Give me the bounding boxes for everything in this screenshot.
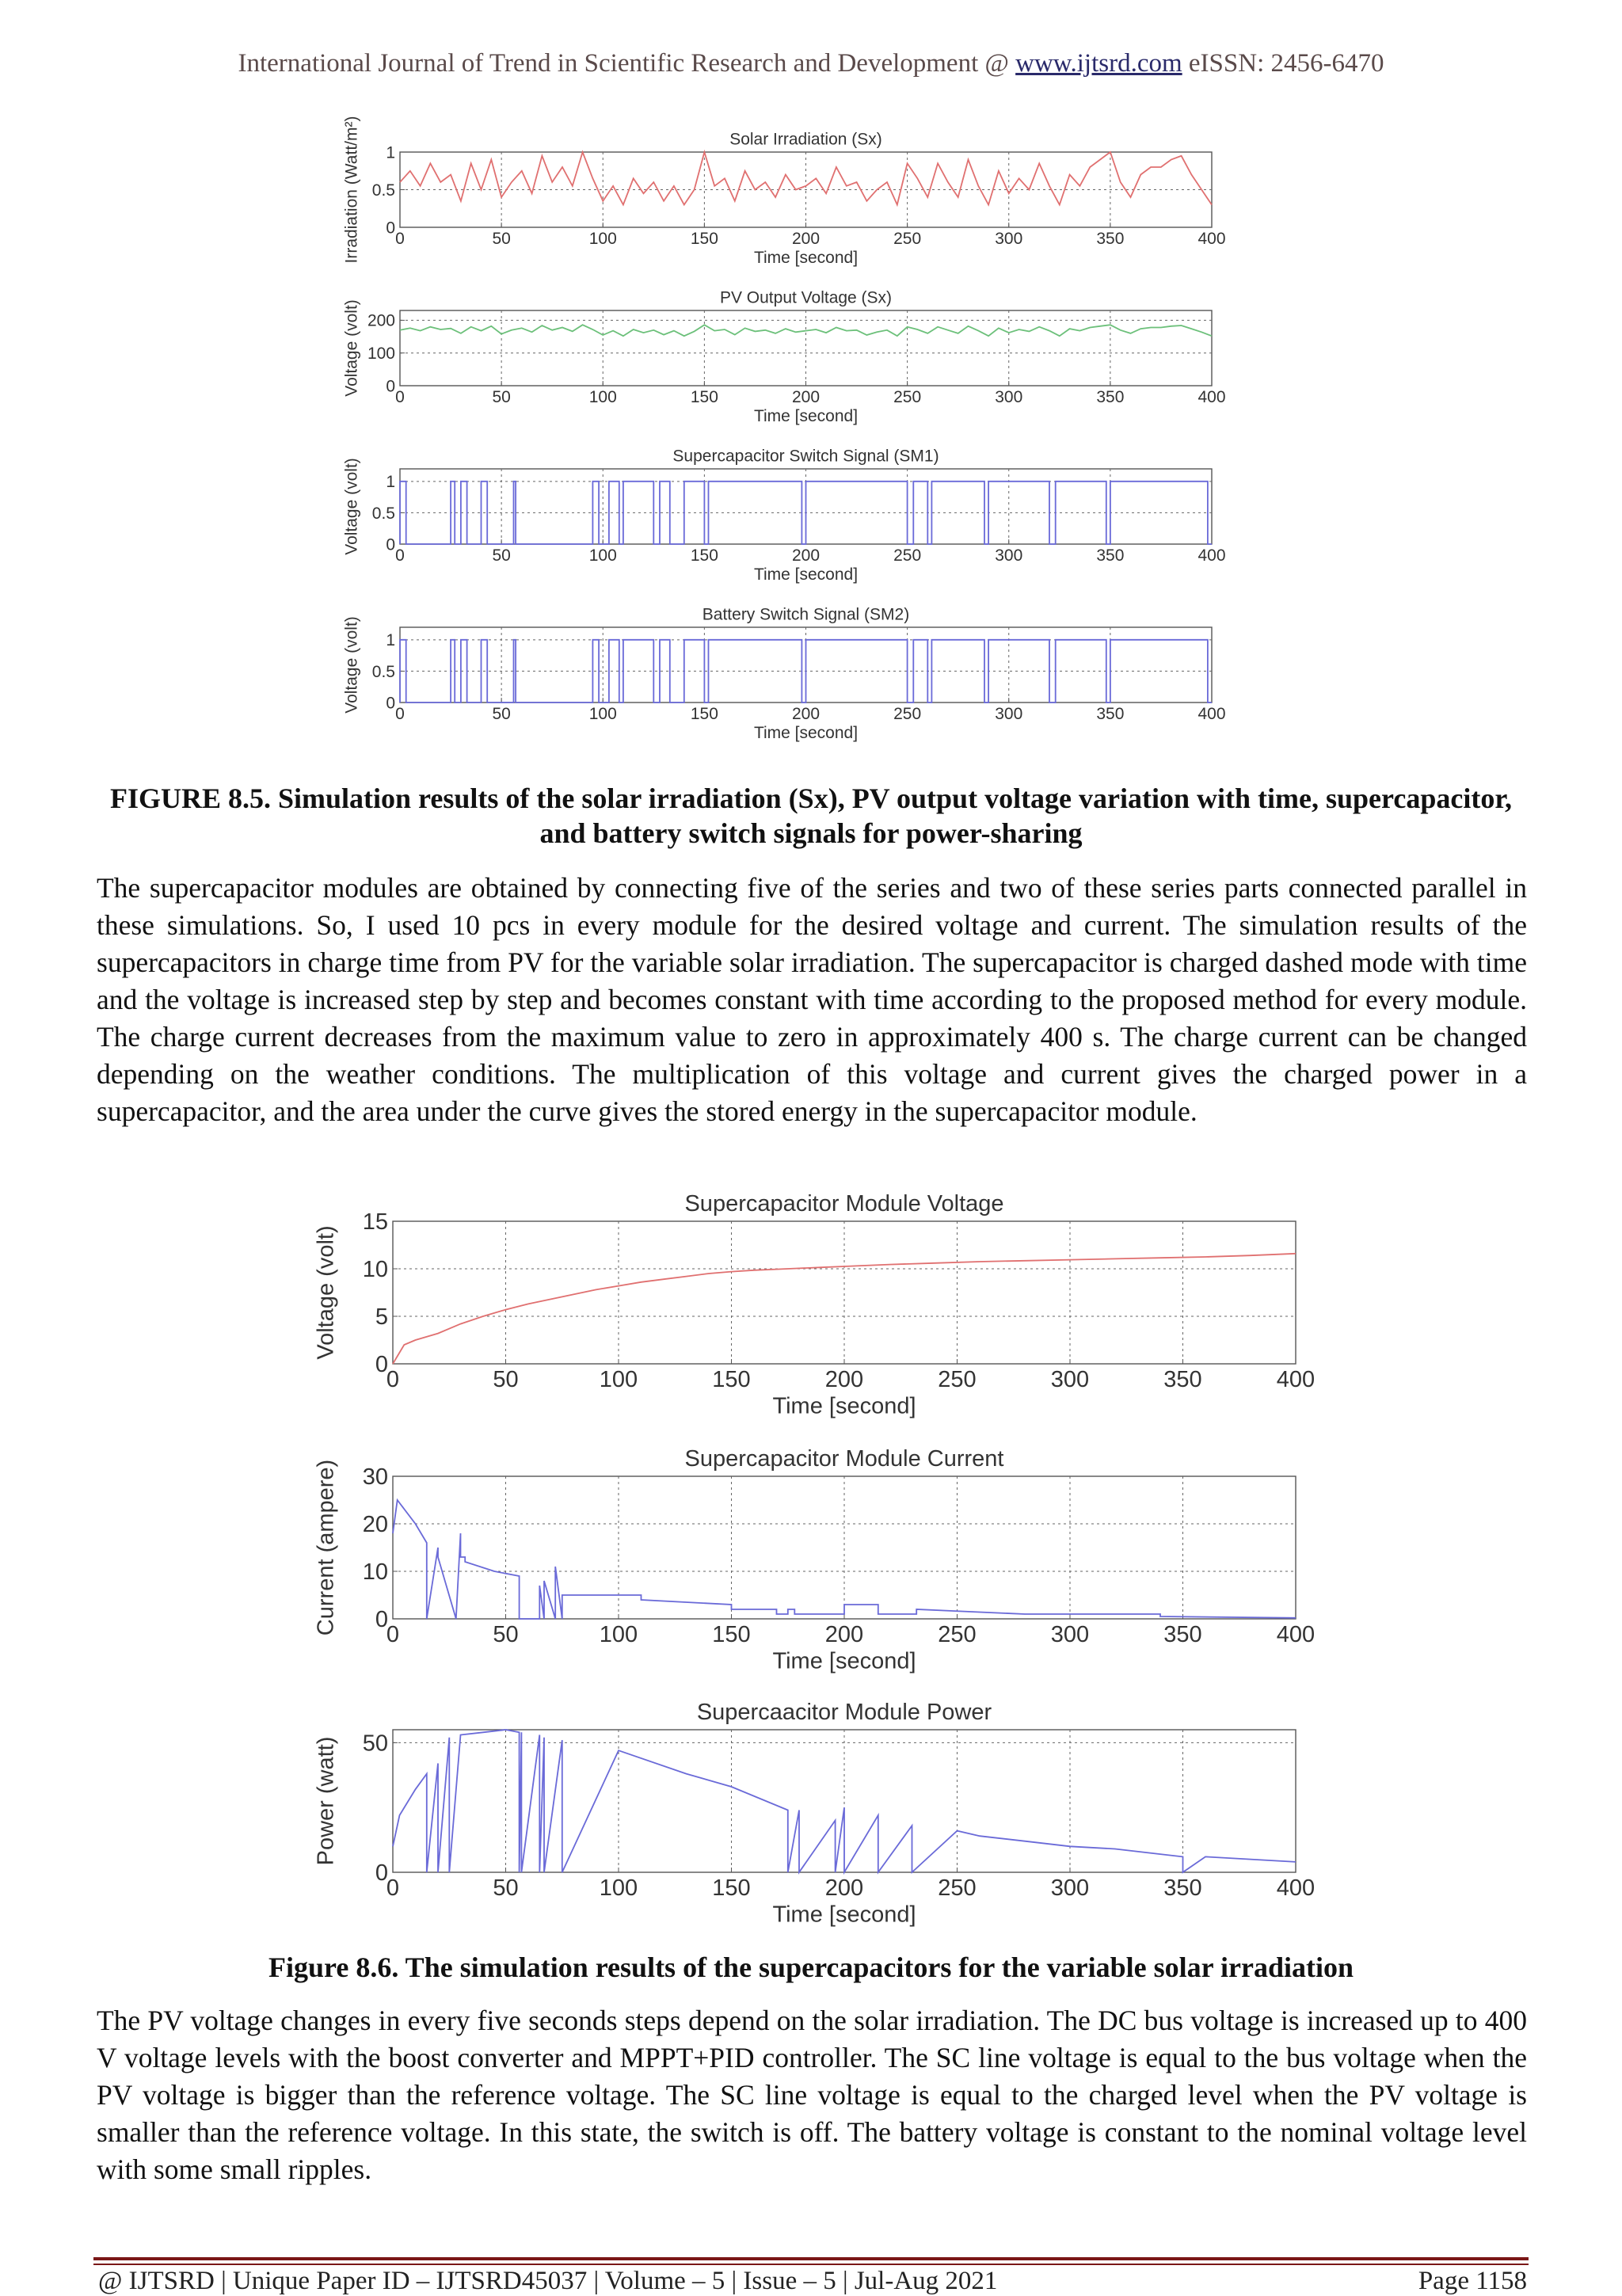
chart-title: Battery Switch Signal (SM2) (702, 605, 910, 624)
chart-panel (342, 447, 1225, 584)
x-axis-label: Time [second] (753, 724, 859, 743)
y-tick-label: 0.5 (371, 662, 395, 681)
x-tick-label: 250 (893, 705, 922, 723)
x-tick-label: 0 (395, 705, 405, 723)
y-axis-label: Current (ampere) (313, 1459, 339, 1636)
y-tick-label: 0 (375, 1860, 388, 1887)
x-tick-label: 150 (712, 1367, 751, 1392)
x-tick-label: 250 (893, 388, 922, 406)
x-tick-label: 350 (1096, 388, 1125, 406)
y-tick-label: 5 (375, 1304, 388, 1331)
x-tick-label: 400 (1276, 1367, 1315, 1392)
body-paragraph-2: The PV voltage changes in every five seconds steps depend on the solar irradiation. The DC bus voltage is increased up to 400 V voltage levels with the boost converter and MPPT+PID controller. The SC line voltage is equal to the bus voltage when the PV voltage is bigger than the reference voltage. The SC line voltage is equal to the charged level when the PV voltage is smaller than the reference voltage. In this state, the switch is off. The battery voltage is constant to the nominal voltage level with some small ripples. (97, 2005, 1527, 2185)
x-tick-label: 150 (690, 546, 718, 565)
y-tick-label: 0 (386, 694, 395, 713)
chart-title: Supercapacitor Switch Signal (SM1) (672, 447, 939, 466)
x-tick-label: 250 (938, 1875, 977, 1901)
x-tick-label: 200 (791, 705, 821, 723)
x-axis-label: Time [second] (753, 565, 859, 584)
x-tick-label: 100 (588, 388, 617, 406)
x-tick-label: 50 (493, 1875, 519, 1901)
x-tick-label: 250 (938, 1367, 977, 1392)
x-tick-label: 300 (1050, 1367, 1090, 1392)
x-tick-label: 150 (690, 705, 718, 723)
x-tick-label: 150 (690, 230, 718, 248)
y-axis-label: Voltage (volt) (342, 299, 361, 397)
y-axis-label: Voltage (volt) (342, 458, 361, 555)
header-prefix: International Journal of Trend in Scientific Research and Development @ (238, 49, 1016, 78)
y-tick-label: 0 (386, 219, 395, 238)
y-axis-label: Voltage (volt) (313, 1225, 339, 1360)
figure-8-5 (309, 111, 1259, 768)
x-tick-label: 50 (492, 230, 511, 248)
x-tick-label: 250 (893, 546, 922, 565)
y-tick-label: 0 (386, 377, 395, 396)
y-tick-label: 0.5 (371, 504, 395, 523)
x-axis-label: Time [second] (772, 1648, 916, 1674)
y-tick-label: 0 (375, 1352, 388, 1378)
page-number: Page 1158 (1418, 2267, 1527, 2295)
x-tick-label: 150 (690, 388, 718, 406)
figure-8-6-caption: Figure 8.6. The simulation results of the supercapacitors for the variable solar irradiation (268, 1951, 1354, 1983)
x-tick-label: 50 (492, 546, 511, 565)
x-tick-label: 400 (1197, 546, 1226, 565)
page-footer (98, 2267, 1527, 2296)
y-tick-label: 20 (362, 1512, 388, 1538)
chart-title: Supercaacitor Module Power (696, 1699, 992, 1725)
footer-rule-thin (93, 2264, 1529, 2265)
x-tick-label: 100 (599, 1367, 638, 1392)
x-tick-label: 100 (599, 1875, 638, 1901)
x-tick-label: 300 (995, 230, 1023, 248)
y-tick-label: 100 (367, 345, 395, 364)
footer-paper-info: @ IJTSRD | Unique Paper ID – IJTSRD45037 | Volume – 5 | Issue – 5 | Jul-Aug 2021 (98, 2267, 998, 2295)
chart-title: Solar Irradiation (Sx) (729, 130, 882, 149)
chart-panel (314, 1191, 1315, 1418)
x-tick-label: 0 (395, 546, 405, 565)
figure-8-6 (307, 1183, 1337, 1948)
chart-title: Supercapacitor Module Current (684, 1445, 1004, 1472)
plot-area (393, 1221, 1296, 1364)
header-suffix: eISSN: 2456-6470 (1182, 49, 1384, 78)
y-tick-label: 30 (362, 1464, 388, 1491)
x-tick-label: 350 (1163, 1622, 1202, 1647)
x-tick-label: 400 (1276, 1622, 1315, 1647)
chart-panel (314, 1700, 1315, 1927)
x-tick-label: 300 (1050, 1875, 1090, 1901)
x-tick-label: 50 (492, 705, 511, 723)
x-tick-label: 400 (1197, 230, 1226, 248)
x-axis-label: Time [second] (772, 1393, 916, 1419)
body-paragraph-1: The supercapacitor modules are obtained by connecting five of the series and two of these series parts connected parallel in these simulations. So, I used 10 pcs in every module for the desired voltage and current. The simulation results of the supercapacitors in charge time from PV for the variable solar irradiation. The supercapacitor is charged dashed mode with time and the voltage is increased step by step and becomes constant with time according to the proposed method for every module. The charge current decreases from the maximum value to zero in approximately 400 s. The charge current can be changed depending on the weather conditions. The multiplication of this voltage and current gives the charged power in a supercapacitor, and the area under the curve gives the stored energy in the supercapacitor module. (97, 872, 1527, 1127)
x-tick-label: 150 (712, 1875, 751, 1901)
x-tick-label: 0 (386, 1367, 400, 1392)
figure-8-5-caption: FIGURE 8.5. Simulation results of the solar irradiation (Sx), PV output voltage variation with time, supercapacitor, and battery switch signals for power-sharing (109, 782, 1512, 849)
y-tick-label: 0.5 (371, 181, 395, 200)
x-tick-label: 200 (824, 1622, 864, 1647)
x-tick-label: 350 (1096, 546, 1125, 565)
x-tick-label: 350 (1163, 1875, 1202, 1901)
x-tick-label: 300 (995, 388, 1023, 406)
journal-header (0, 49, 1622, 78)
x-tick-label: 200 (791, 546, 821, 565)
y-axis-label: Power (watt) (313, 1736, 339, 1866)
chart-panel (342, 116, 1225, 268)
x-tick-label: 0 (395, 388, 405, 406)
chart-panel (342, 289, 1225, 426)
x-tick-label: 400 (1197, 705, 1226, 723)
x-tick-label: 300 (995, 705, 1023, 723)
x-tick-label: 50 (493, 1622, 519, 1647)
x-tick-label: 50 (492, 388, 511, 406)
y-tick-label: 1 (386, 473, 395, 492)
y-tick-label: 10 (362, 1559, 388, 1586)
y-tick-label: 15 (362, 1209, 388, 1236)
x-tick-label: 350 (1163, 1367, 1202, 1392)
x-tick-label: 250 (893, 230, 922, 248)
x-axis-label: Time [second] (772, 1902, 916, 1928)
journal-link[interactable]: www.ijtsrd.com (1015, 49, 1182, 78)
chart-title: Supercapacitor Module Voltage (684, 1190, 1004, 1217)
x-tick-label: 50 (493, 1367, 519, 1392)
y-tick-label: 50 (362, 1731, 388, 1757)
x-tick-label: 150 (712, 1622, 751, 1647)
y-tick-label: 1 (386, 631, 395, 650)
chart-title: PV Output Voltage (Sx) (719, 288, 893, 307)
x-tick-label: 400 (1197, 388, 1226, 406)
chart-panel (342, 606, 1225, 743)
x-axis-label: Time [second] (753, 407, 859, 426)
x-tick-label: 100 (599, 1622, 638, 1647)
x-tick-label: 350 (1096, 705, 1125, 723)
y-tick-label: 200 (367, 311, 395, 330)
x-tick-label: 0 (386, 1875, 400, 1901)
plot-area (393, 1476, 1296, 1619)
x-tick-label: 350 (1096, 230, 1125, 248)
x-tick-label: 400 (1276, 1875, 1315, 1901)
y-tick-label: 0 (375, 1607, 388, 1633)
x-tick-label: 300 (995, 546, 1023, 565)
x-tick-label: 200 (791, 230, 821, 248)
y-axis-label: Voltage (volt) (342, 616, 361, 714)
x-tick-label: 250 (938, 1622, 977, 1647)
y-tick-label: 0 (386, 535, 395, 554)
figure-8-6-chart (307, 1183, 1337, 1948)
y-tick-label: 10 (362, 1257, 388, 1283)
x-tick-label: 200 (824, 1875, 864, 1901)
x-tick-label: 0 (386, 1622, 400, 1647)
y-tick-label: 1 (386, 143, 395, 162)
x-tick-label: 300 (1050, 1622, 1090, 1647)
x-tick-label: 200 (791, 388, 821, 406)
x-tick-label: 100 (588, 546, 617, 565)
x-tick-label: 100 (588, 705, 617, 723)
footer-rule (93, 2257, 1529, 2260)
y-axis-label: Irradiation (Watt/m²) (342, 116, 361, 264)
figure-8-5-chart (309, 111, 1259, 768)
x-tick-label: 200 (824, 1367, 864, 1392)
x-tick-label: 100 (588, 230, 617, 248)
chart-panel (314, 1446, 1315, 1673)
x-axis-label: Time [second] (753, 249, 859, 268)
x-tick-label: 0 (395, 230, 405, 248)
